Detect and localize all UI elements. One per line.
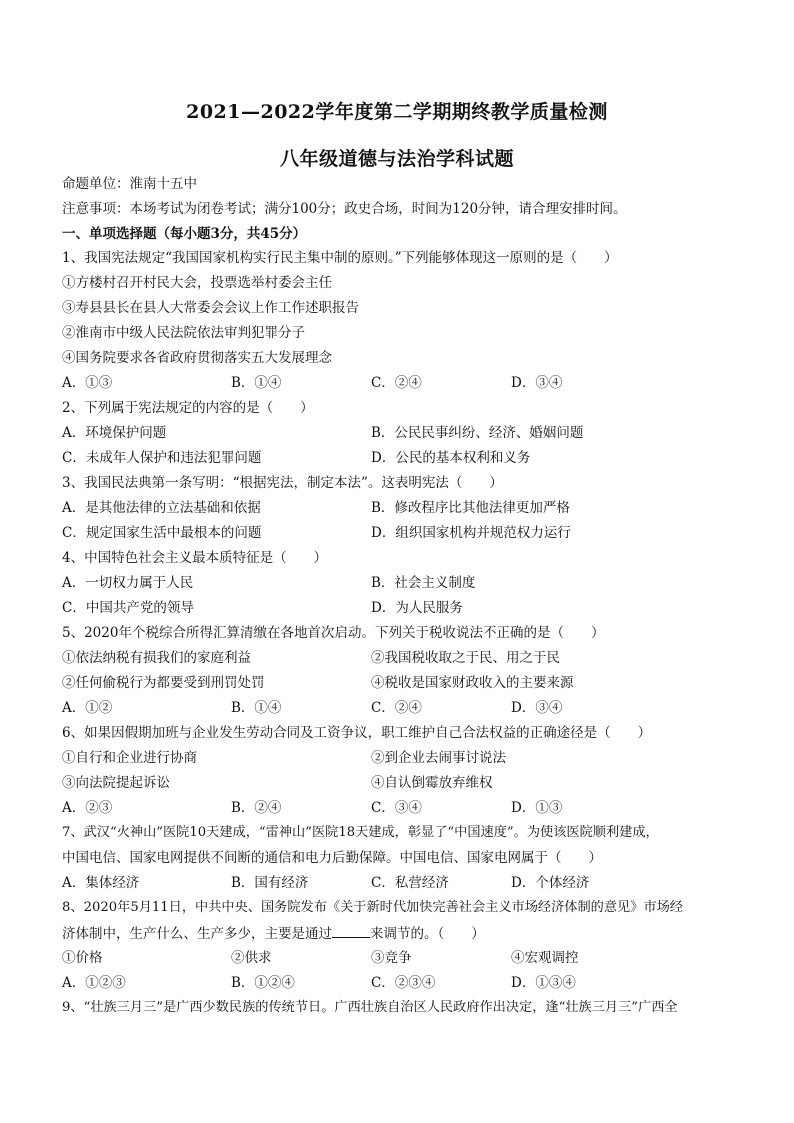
option-a: A．②③	[62, 800, 113, 816]
option-c: C．规定国家生活中最根本的问题	[62, 525, 262, 541]
option-c: C．②④	[371, 375, 422, 391]
option-b: B．社会主义制度	[371, 575, 476, 591]
question-7-stem-cont: 中国电信、国家电网提供不间断的通信和电力后勤保障。中国电信、国家电网属于（ ）	[62, 850, 602, 866]
question-5-item: ②我国税收取之于民、用之于民	[371, 650, 560, 666]
option-d: D．公民的基本权利和义务	[371, 450, 531, 466]
question-6-item: ④自认倒霉放弃维权	[371, 775, 493, 791]
option-b: B．①④	[231, 700, 282, 716]
question-5-stem: 5、2020年个税综合所得汇算清缴在各地首次启动。下列关于税收说法不正确的是（ ）	[62, 625, 605, 641]
question-1-item: ②淮南市中级人民法院依法审判犯罪分子	[62, 325, 305, 341]
question-9-stem: 9、“壮族三月三”是广西少数民族的传统节日。广西壮族自治区人民政府作出决定，逢“壮族三月三”广西全	[62, 1000, 678, 1015]
question-8-item: ③竞争	[371, 950, 412, 966]
option-b: B．公民民事纠纷、经济、婚姻问题	[371, 425, 584, 441]
option-a: A．①③	[62, 375, 113, 391]
question-1-item: ①方楼村召开村民大会，投票选举村委会主任	[62, 275, 332, 291]
option-c: C．私营经济	[371, 875, 449, 891]
option-c: C．②③④	[371, 975, 436, 991]
question-6-stem: 6、如果因假期加班与企业发生劳动合同及工资争议，职工维护自己合法权益的正确途径是（ ）	[62, 725, 652, 741]
question-5-item: ④税收是国家财政收入的主要来源	[371, 675, 574, 691]
question-2-stem: 2、下列属于宪法规定的内容的是（ ）	[62, 400, 314, 416]
option-d: D．①③④	[511, 975, 576, 991]
question-6-item: ③向法院提起诉讼	[62, 775, 170, 791]
question-8-item: ②供求	[231, 950, 272, 966]
question-5-item: ②任何偷税行为都要受到刑罚处罚	[62, 675, 265, 691]
question-6-item: ②到企业去闹事讨说法	[371, 750, 506, 766]
question-8-text: 济体制中，生产什么、生产多少，主要是通过	[62, 926, 332, 942]
option-a: A．是其他法律的立法基础和依据	[62, 500, 261, 516]
option-d: D．个体经济	[511, 875, 590, 891]
option-c: C．③④	[371, 800, 422, 816]
question-6-item: ①自行和企业进行协商	[62, 750, 197, 766]
option-c: C．未成年人保护和违法犯罪问题	[62, 450, 262, 466]
option-a: A．环境保护问题	[62, 425, 167, 441]
question-8-stem: 8、2020年5月11日，中共中央、国务院发布《关于新时代加快完善社会主义市场经济体制的意见》市场经	[62, 900, 683, 915]
option-a: A．集体经济	[62, 875, 140, 891]
option-d: D．③④	[511, 700, 563, 716]
option-a: A．①②③	[62, 975, 126, 991]
option-d: D．③④	[511, 375, 563, 391]
question-8-item: ①价格	[62, 950, 103, 966]
section-heading: 一、单项选择题（每小题3分，共45分）	[62, 226, 307, 242]
option-c: C．中国共产党的领导	[62, 600, 194, 616]
fill-blank	[332, 924, 370, 938]
question-5-item: ①依法纳税有损我们的家庭利益	[62, 650, 251, 666]
option-b: B．国有经济	[231, 875, 309, 891]
question-8-text: 来调节的。（ ）	[370, 926, 485, 942]
question-1-item: ④国务院要求各省政府贯彻落实五大发展理念	[62, 350, 332, 366]
question-8-item: ④宏观调控	[511, 950, 579, 966]
option-d: D．组织国家机构并规范权力运行	[371, 525, 571, 541]
question-3-stem: 3、我国民法典第一条写明：“根据宪法，制定本法”。这表明宪法（ ）	[62, 475, 503, 491]
question-8-stem-cont	[62, 924, 485, 943]
option-b: B．修改程序比其他法律更加严格	[371, 500, 570, 516]
question-1-stem: 1、我国宪法规定“我国国家机构实行民主集中制的原则。”下列能够体现这一原则的是（ ）	[62, 250, 618, 266]
exam-subtitle: 八年级道德与法治学科试题	[279, 148, 514, 170]
option-a: A．一切权力属于人民	[62, 575, 194, 591]
option-c: C．②④	[371, 700, 422, 716]
exam-notice: 注意事项：本场考试为闭卷考试；满分100分；政史合场，时间为120分钟，请合理安排时间。	[62, 201, 627, 217]
option-d: D．为人民服务	[371, 600, 463, 616]
option-a: A．①②	[62, 700, 113, 716]
question-4-stem: 4、中国特色社会主义最本质特征是（ ）	[62, 550, 328, 566]
option-b: B．①④	[231, 375, 282, 391]
option-b: B．②④	[231, 800, 282, 816]
question-1-item: ③寿县县长在县人大常委会会议上作工作述职报告	[62, 300, 359, 316]
option-d: D．①③	[511, 800, 563, 816]
question-7-stem: 7、武汉“火神山”医院10天建成，“雷神山”医院18天建成，彰显了“中国速度”。为使该医院顺利建成，	[62, 825, 659, 840]
option-b: B．①②④	[231, 975, 295, 991]
author-unit: 命题单位：淮南十五中	[62, 176, 197, 192]
exam-title: 2021—2022学年度第二学期期终教学质量检测	[186, 101, 608, 123]
